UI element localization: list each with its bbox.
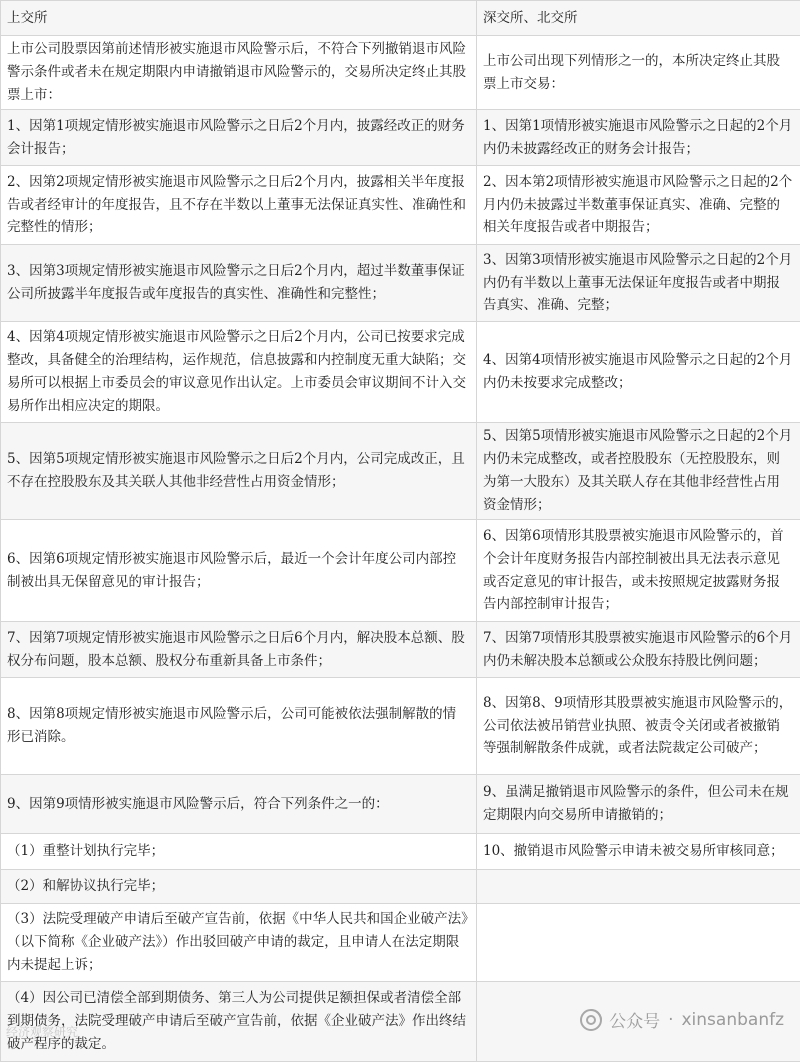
table-row bbox=[1, 904, 800, 982]
watermark bbox=[579, 1007, 784, 1032]
sse-cell: 4、因第4项规定情形被实施退市风险警示之日后2个月内，公司已按要求完成整改，具备健全的治理结构，运作规范，信息披露和内控制度无重大缺陷；交易所可以根据上市委员会的审议意见作出认定。上市委员会审议期间不计入交易所作出相应决定的期限。 bbox=[1, 322, 477, 423]
table-row bbox=[1, 520, 800, 622]
sse-cell: 3、因第3项规定情形被实施退市风险警示之日后2个月内，超过半数董事保证公司所披露半年度报告或年度报告的真实性、准确性和完整性； bbox=[1, 245, 477, 322]
szse-cell: 7、因第7项情形其股票被实施退市风险警示的6个月内仍未解决股本总额或公众股东持股比例问题； bbox=[477, 622, 800, 678]
table-row bbox=[1, 245, 800, 322]
watermark-label: 公众号 bbox=[609, 1007, 660, 1032]
szse-cell bbox=[477, 870, 800, 904]
table-row bbox=[1, 110, 800, 166]
sse-cell: 5、因第5项规定情形被实施退市风险警示之日后2个月内，公司完成改正，且不存在控股股东及其关联人其他非经营性占用资金情形； bbox=[1, 423, 477, 520]
szse-cell: 2、因本第2项情形被实施退市风险警示之日起的2个月内仍未披露过半数董事保证真实、准确、完整的相关年度报告或者中期报告； bbox=[477, 166, 800, 245]
sse-cell: （3）法院受理破产申请后至破产宣告前，依据《中华人民共和国企业破产法》（以下简称《企业破产法》）作出驳回破产申请的裁定，且申请人在法定期限内未提起上诉； bbox=[1, 904, 477, 982]
header-sse: 上交所 bbox=[1, 1, 477, 36]
sse-cell: 7、因第7项规定情形被实施退市风险警示之日后6个月内，解决股本总额、股权分布问题，股本总额、股权分布重新具备上市条件； bbox=[1, 622, 477, 678]
watermark-separator: · bbox=[668, 1010, 673, 1030]
szse-cell bbox=[477, 904, 800, 982]
table-row bbox=[1, 775, 800, 834]
sse-cell: 6、因第6项规定情形被实施退市风险警示后，最近一个会计年度公司内部控制被出具无保留意见的审计报告； bbox=[1, 520, 477, 622]
szse-cell: 8、因第8、9项情形其股票被实施退市风险警示的，公司依法被吊销营业执照、被责令关闭或者被撤销等强制解散条件成就，或者法院裁定公司破产； bbox=[477, 678, 800, 775]
table-row bbox=[1, 423, 800, 520]
szse-cell: 上市公司出现下列情形之一的，本所决定终止其股票上市交易： bbox=[477, 36, 800, 110]
sse-cell: （4）因公司已清偿全部到期债务、第三人为公司提供足额担保或者清偿全部到期债务，法院受理破产申请后至破产宣告前，依据《企业破产法》作出终结破产程序的裁定。 bbox=[1, 982, 477, 1062]
sse-cell: 2、因第2项规定情形被实施退市风险警示之日后2个月内，披露相关半年度报告或者经审计的年度报告，且不存在半数以上董事无法保证真实性、准确性和完整性的情形； bbox=[1, 166, 477, 245]
wechat-official-account-icon bbox=[579, 1008, 603, 1032]
szse-cell: 1、因第1项情形被实施退市风险警示之日起的2个月内仍未披露经改正的财务会计报告； bbox=[477, 110, 800, 166]
szse-cell: 10、撤销退市风险警示申请未被交易所审核同意； bbox=[477, 834, 800, 870]
table-row bbox=[1, 322, 800, 423]
sse-cell: 9、因第9项情形被实施退市风险警示后，符合下列条件之一的： bbox=[1, 775, 477, 834]
table-row bbox=[1, 834, 800, 870]
sse-cell: 8、因第8项规定情形被实施退市风险警示后，公司可能被依法强制解散的情形已消除。 bbox=[1, 678, 477, 775]
szse-cell: 9、虽满足撤销退市风险警示的条件，但公司未在规定期限内向交易所申请撤销的； bbox=[477, 775, 800, 834]
header-szse-bse: 深交所、北交所 bbox=[477, 1, 800, 36]
szse-cell: 6、因第6项情形其股票被实施退市风险警示的，首个会计年度财务报告内部控制被出具无法表示意见或否定意见的审计报告，或未按照规定披露财务报告内部控制审计报告； bbox=[477, 520, 800, 622]
watermark-account: xinsanbanfz bbox=[682, 1010, 785, 1030]
table-row bbox=[1, 166, 800, 245]
table-row bbox=[1, 678, 800, 775]
table-row bbox=[1, 870, 800, 904]
szse-cell: 3、因第3项情形被实施退市风险警示之日起的2个月内仍有半数以上董事无法保证年度报告或者中期报告真实、准确、完整； bbox=[477, 245, 800, 322]
sse-cell: 上市公司股票因第前述情形被实施退市风险警示后，不符合下列撤销退市风险警示条件或者未在规定期限内申请撤销退市风险警示的，交易所决定终止其股票上市： bbox=[1, 36, 477, 110]
table-header-row bbox=[1, 1, 800, 36]
szse-cell: 4、因第4项情形被实施退市风险警示之日起的2个月内仍未按要求完成整改； bbox=[477, 322, 800, 423]
sse-cell: 1、因第1项规定情形被实施退市风险警示之日后2个月内，披露经改正的财务会计报告； bbox=[1, 110, 477, 166]
corner-watermark: 经济观察研究 bbox=[6, 1023, 78, 1040]
sse-cell: （2）和解协议执行完毕； bbox=[1, 870, 477, 904]
sse-cell: （1）重整计划执行完毕； bbox=[1, 834, 477, 870]
szse-cell: 5、因第5项情形被实施退市风险警示之日起的2个月内仍未完成整改，或者控股股东（无控股股东，则为第一大股东）及其关联人存在其他非经营性占用资金情形； bbox=[477, 423, 800, 520]
table-row bbox=[1, 36, 800, 110]
table-row bbox=[1, 622, 800, 678]
